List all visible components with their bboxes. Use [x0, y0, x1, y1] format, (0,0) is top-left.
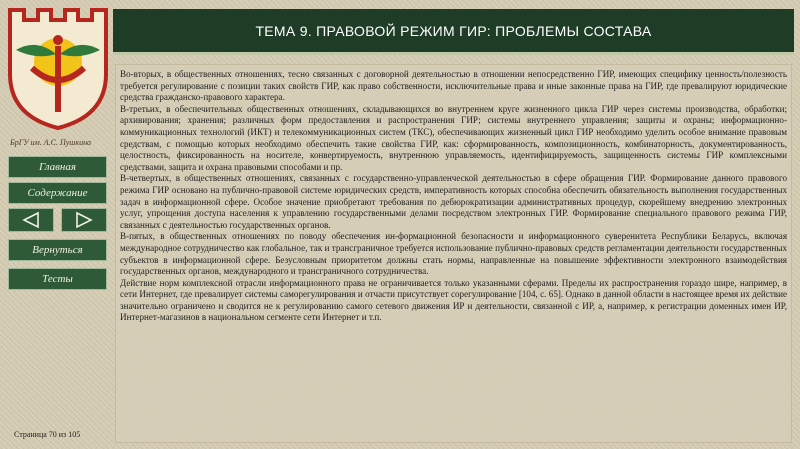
contents-button[interactable]: Содержание — [8, 182, 107, 204]
triangle-left-icon — [20, 211, 42, 229]
paragraph: В-пятых, в общественных отношениях по поводу обеспечения ин-формационной безопасности и информационного суверенитета Республики Беларусь, включая международное сотрудничество как глобальное, так и трансграничное требуется использование публично-правовых средств регламентации деятельности государственных субъектов в информационной сфере. Безусловным приоритетом должны стать нормы, направленные на повышение эффективности электронного взаимодействия государственных органов, международного и трансграничного сотрудничества. — [120, 231, 787, 277]
triangle-right-icon — [73, 211, 95, 229]
page-title: ТЕМА 9. ПРАВОВОЙ РЕЖИМ ГИР: ПРОБЛЕМЫ СОСТАВА — [255, 22, 652, 39]
slide-header — [113, 9, 794, 55]
prev-page-button[interactable] — [8, 208, 54, 232]
tests-button[interactable]: Тесты — [8, 268, 107, 290]
university-name: БрГУ им. А.С. Пушкина — [10, 138, 92, 147]
content-area — [115, 64, 792, 443]
university-logo — [6, 4, 110, 132]
paragraph: Действие норм комплексной отрасли информационного права не ограничивается только указанными сферами. Пределы их распространения гораздо шире, например, в сети Интернет, где превалирует системы саморегулирования и отчасти присутствует сорегулирование [104, с. 65]. Однако в данной области в настоящее время их действие значительно ограничено и сводится не к регулированию самого сетевого движения ИР и деятельности, связанной с ИР, а, например, к регистрации доменных имен ИР, Интернет-магазинов в национальном сегменте сети Интернет и т.п. — [120, 277, 787, 323]
page-indicator: Страница 70 из 105 — [14, 430, 81, 439]
paragraph: В-четвертых, в общественных отношениях, связанных с государственно-управленческой деятельностью в сфере обращения ГИР. Формирование данного правового режима ГИР основано на публично-правовой системе юридических средств, императивность которых способна обеспечить обязательность выполнения государственных задач в информационной сфере. Особое значение приобретают требования по дебюрократизации административных процедур, скорейшему внедрению электронных услуг, упрощения доступа населения к управлению государственными делами посредством электронных ГИР. Формирование специального правового режима ГИР, связанных с деятельностью государственных органов. — [120, 173, 787, 230]
back-button[interactable]: Вернуться — [8, 239, 107, 261]
paragraph: Во-вторых, в общественных отношениях, тесно связанных с договорной деятельностью в отношении непосредственно ГИР, имеющих специфику ценность/полезность требуется регулирование с позиции таких свойств ГИР, как право собственности, исключительные права и иные законные права на ГИР, где превалируют юридические средства гражданско-правового характера. — [120, 69, 787, 103]
next-page-button[interactable] — [61, 208, 107, 232]
main-button[interactable]: Главная — [8, 156, 107, 178]
sidebar — [0, 0, 112, 449]
paragraph: В-третьих, в обеспечительных общественных отношениях, складывающихся во внутреннем круге жизненного цикла ГИР через системы производства, обработки; архивирования; хранения; различных форм предоставления и распространения ГИР; системы внутреннего управления; защиты и охраны; информационно-коммуникационных технологий (ИКТ) и телекоммуникационных систем (ТКС), обеспечивающих жизненный цикл ГИР необходимо уделить особое внимание правовым средствам, с помощью которых необходимо обеспечить такие свойства ГИР, как: сформированность, композиционность, комбинаторность, документированность, целостность, фиксированность на носителе, конвертируемость, внутреннюю управляемость, идентифицируемость, защищенность системы ГИР комплексными средствами, защита и охрана правовыми способами и пр. — [120, 103, 787, 172]
